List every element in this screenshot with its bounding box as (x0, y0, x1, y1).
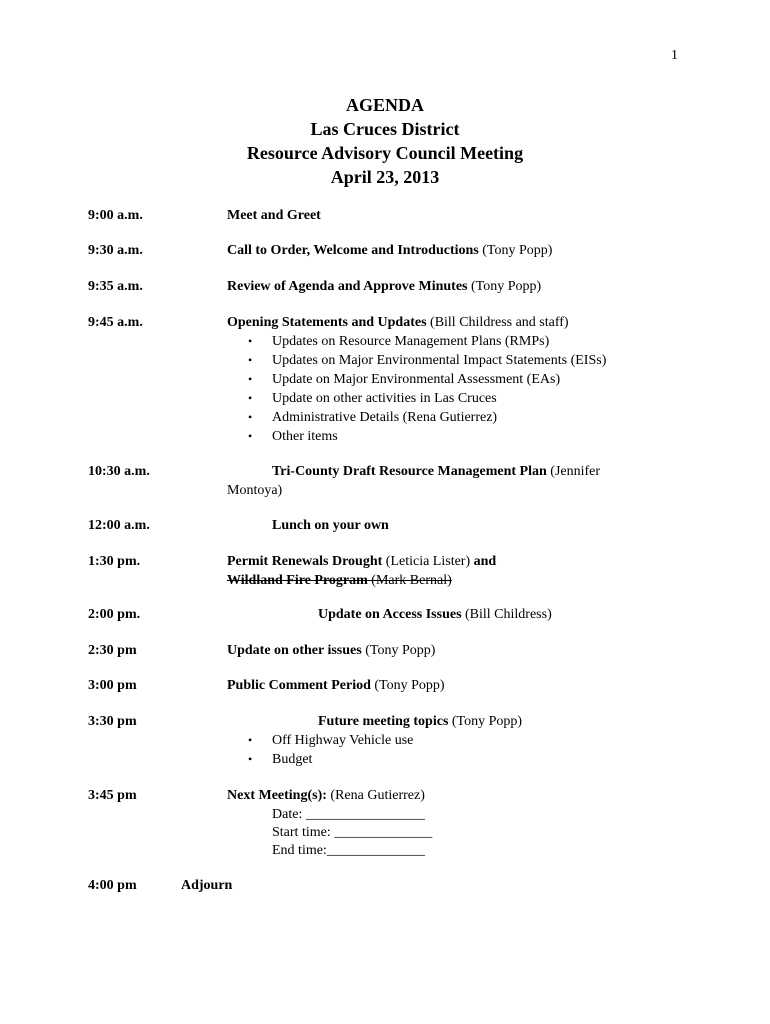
agenda-item-title: Tri-County Draft Resource Management Plan (272, 464, 547, 479)
agenda-item-title: Update on Access Issues (318, 607, 462, 622)
bullet-icon: • (248, 353, 253, 367)
agenda-item (227, 207, 321, 224)
agenda-time: 3:45 pm (88, 788, 137, 803)
list-item: Updates on Major Environmental Impact Statements (EISs) (272, 353, 607, 368)
agenda-item-continuation: Montoya) (227, 483, 283, 498)
agenda-time: 9:00 a.m. (88, 208, 143, 223)
struck-item-title: Wildland Fire Program (227, 573, 368, 588)
bullet-icon: • (248, 334, 253, 348)
agenda-item (227, 278, 541, 295)
agenda-item (272, 517, 389, 534)
agenda-item-title: Public Comment Period (227, 678, 371, 693)
agenda-time: 2:30 pm (88, 643, 137, 658)
meeting-title: Resource Advisory Council Meeting (246, 143, 524, 163)
agenda-item-title: Update on other issues (227, 643, 362, 658)
page-number: 1 (671, 48, 678, 63)
agenda-item-presenter: (Bill Childress and staff) (426, 315, 569, 330)
bullet-icon: • (248, 429, 253, 443)
agenda-item (181, 877, 232, 894)
agenda-item-title: Lunch on your own (272, 518, 389, 533)
agenda-time: 4:00 pm (88, 878, 137, 893)
agenda-item (227, 314, 569, 331)
agenda-item-title: Meet and Greet (227, 208, 321, 223)
bullet-icon: • (248, 733, 253, 747)
end-time-field-line: End time:______________ (272, 843, 425, 858)
agenda-item-presenter: (Tony Popp) (467, 279, 542, 294)
agenda-time: 9:30 a.m. (88, 243, 143, 258)
bullet-icon: • (248, 752, 253, 766)
list-item: Budget (272, 752, 313, 767)
agenda-item-presenter: (Rena Gutierrez) (326, 788, 425, 803)
district-title: Las Cruces District (310, 119, 460, 139)
agenda-item (318, 713, 522, 730)
bullet-icon: • (248, 391, 253, 405)
agenda-item-presenter: (Tony Popp) (448, 714, 523, 729)
meeting-date: April 23, 2013 (330, 167, 440, 187)
list-item: Updates on Resource Management Plans (RMPs) (272, 334, 550, 349)
list-item: Other items (272, 429, 338, 444)
agenda-item-title: Opening Statements and Updates (227, 315, 427, 330)
agenda-item-title: Next Meeting(s): (227, 788, 327, 803)
agenda-item-presenter: (Jennifer (546, 464, 601, 479)
agenda-item-presenter: (Tony Popp) (370, 678, 445, 693)
agenda-time: 3:30 pm (88, 714, 137, 729)
agenda-item-presenter: (Tony Popp) (478, 243, 553, 258)
agenda-time: 9:45 a.m. (88, 315, 143, 330)
agenda-item-title: Call to Order, Welcome and Introductions (227, 243, 479, 258)
agenda-time: 2:00 pm. (88, 607, 141, 622)
agenda-time: 12:00 a.m. (88, 518, 150, 533)
agenda-item-title: Adjourn (181, 878, 233, 893)
agenda-time: 1:30 pm. (88, 554, 141, 569)
date-field-line: Date: _________________ (272, 807, 425, 822)
struck-agenda-item (227, 572, 452, 589)
agenda-item-presenter: (Tony Popp) (361, 643, 436, 658)
list-item: Administrative Details (Rena Gutierrez) (272, 410, 498, 425)
bullet-icon: • (248, 372, 253, 386)
agenda-item-conjunction: and (470, 554, 497, 569)
list-item: Off Highway Vehicle use (272, 733, 414, 748)
agenda-time: 9:35 a.m. (88, 279, 143, 294)
agenda-item (272, 463, 600, 480)
start-time-field-line: Start time: ______________ (272, 825, 433, 840)
agenda-item (227, 677, 445, 694)
agenda-item-presenter: (Leticia Lister) (382, 554, 471, 569)
agenda-item (227, 642, 435, 659)
list-item: Update on other activities in Las Cruces (272, 391, 497, 406)
agenda-item-presenter: (Bill Childress) (461, 607, 552, 622)
agenda-item (318, 606, 552, 623)
agenda-item (227, 242, 552, 259)
struck-item-presenter: (Mark Bernal) (367, 573, 452, 588)
bullet-icon: • (248, 410, 253, 424)
agenda-time: 10:30 a.m. (88, 464, 150, 479)
agenda-time: 3:00 pm (88, 678, 137, 693)
agenda-title: AGENDA (345, 95, 424, 115)
list-item: Update on Major Environmental Assessment (EAs) (272, 372, 561, 387)
agenda-item-title: Permit Renewals Drought (227, 554, 383, 569)
agenda-item-title: Review of Agenda and Approve Minutes (227, 279, 468, 294)
agenda-item (227, 787, 425, 804)
agenda-item-title: Future meeting topics (318, 714, 449, 729)
agenda-item (227, 553, 496, 570)
